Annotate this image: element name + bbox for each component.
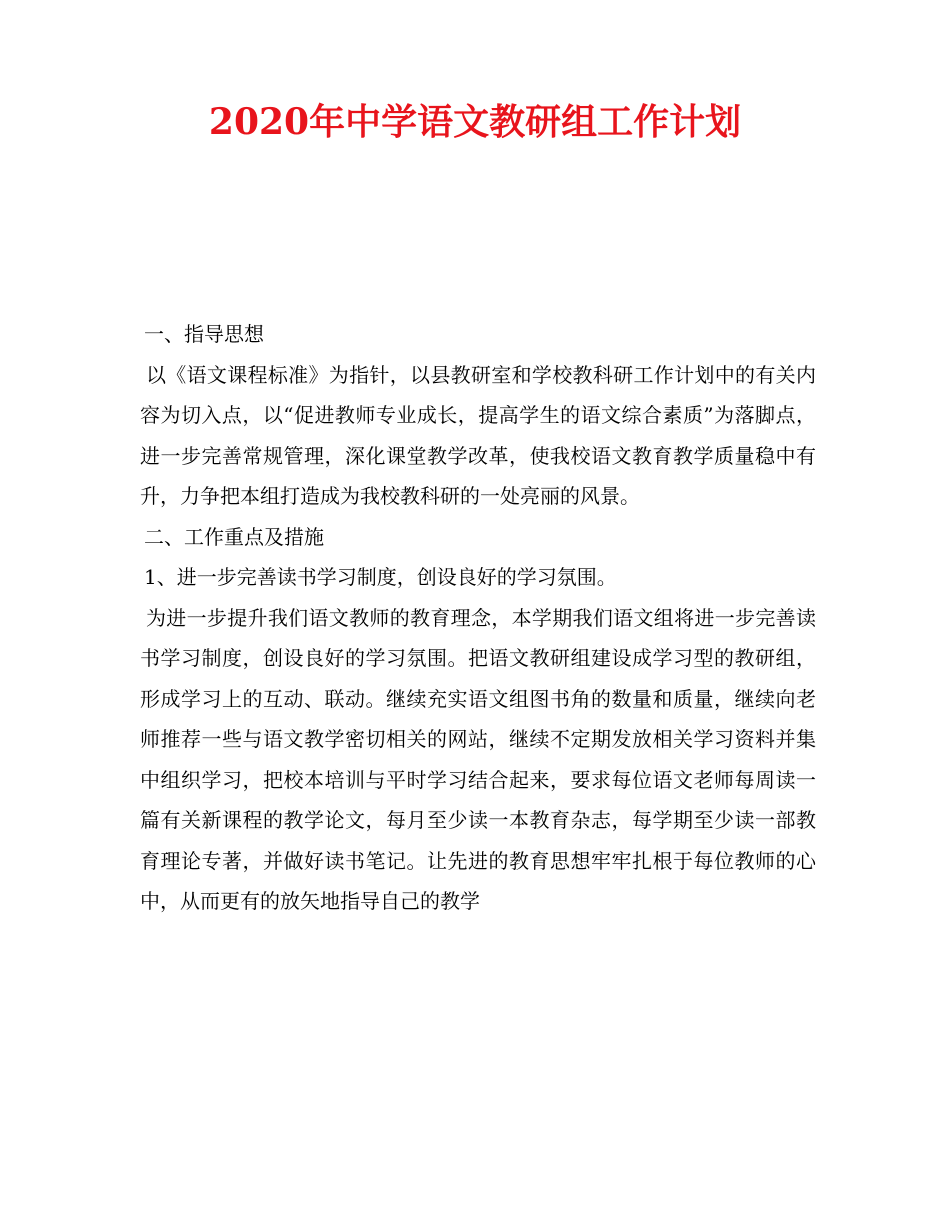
paragraph-reading-system: 为进一步提升我们语文教师的教育理念，本学期我们语文组将进一步完善读书学习制度，创设良好的学习氛围。把语文教研组建设成学习型的教研组，形成学习上的互动、联动。继续充实语文组图书角的数量和质量，继续向老师推荐一些与语文教学密切相关的网站，继续不定期发放相关学习资料并集中组织学习，把校本培训与平时学习结合起来，要求每位语文老师每周读一篇有关新课程的教学论文，每月至少读一本教育杂志，每学期至少读一部教育理论专著，并做好读书笔记。让先进的教育思想牢牢扎根于每位教师的心中，从而更有的放矢地指导自己的教学 xyxy=(140,605,816,913)
document-title: 2020年中学语文教研组工作计划 xyxy=(208,101,742,143)
section-heading-guiding-ideology: 一、指导思想 xyxy=(144,322,264,346)
subheading-reading-system: 1、进一步完善读书学习制度，创设良好的学习氛围。 xyxy=(144,565,617,589)
paragraph-guiding-ideology: 以《语文课程标准》为指针，以县教研室和学校教科研工作计划中的有关内容为切入点，以“促进教师专业成长，提高学生的语文综合素质”为落脚点，进一步完善常规管理，深化课堂教学改革，使我校语文教育教学质量稳中有升，力争把本组打造成为我校教科研的一处亮丽的风景。 xyxy=(140,362,816,508)
section-heading-work-focus: 二、工作重点及措施 xyxy=(144,524,324,549)
document-body xyxy=(140,314,816,922)
